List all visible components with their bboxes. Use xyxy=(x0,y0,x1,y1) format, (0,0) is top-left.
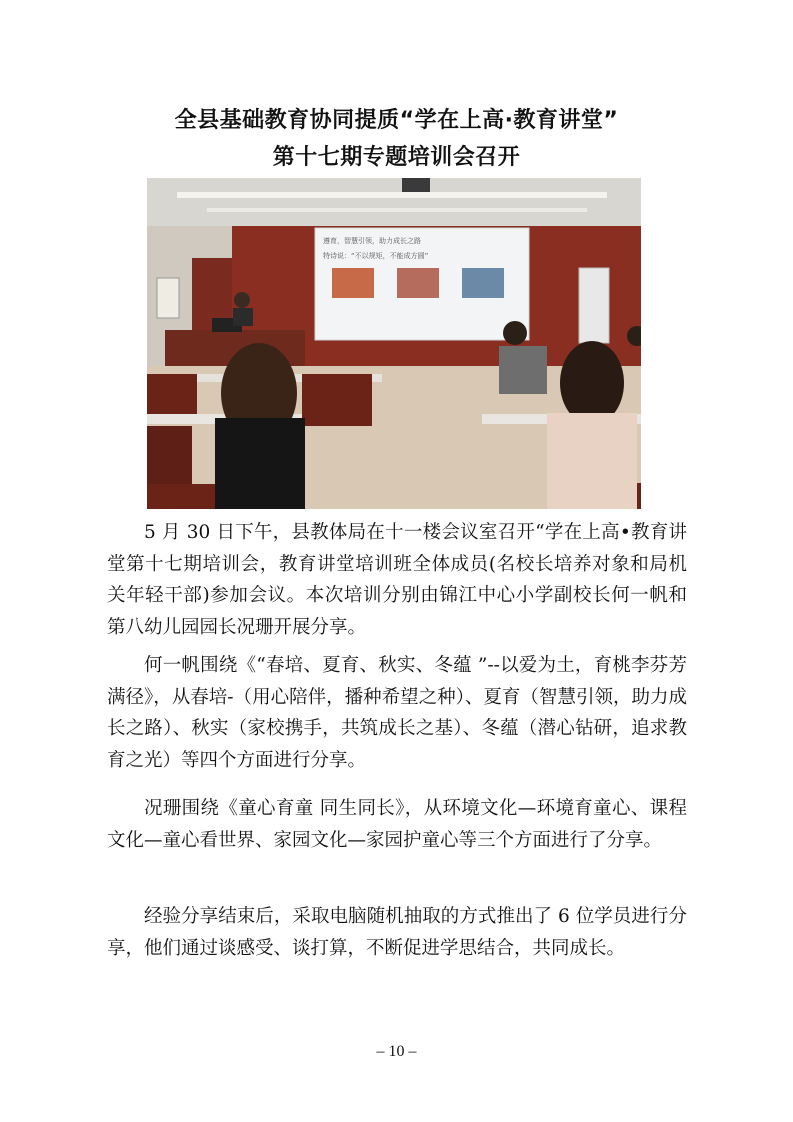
paragraph-2: 何一帆围绕《“春培、夏育、秋实、冬蕴 ”--以爱为土，育桃李芬芳满径》，从春培-（用心陪伴，播种希望之种）、夏育（智慧引领，助力成长之路）、秋实（家校携手，共筑成长之基）、冬蕴（潜心钻研，追求教育之光）等四个方面进行分享。 xyxy=(107,655,687,771)
paragraph-3: 况珊围绕《童心育童 同生同长》，从环境文化—环境育童心、课程文化—童心看世界、家园文化—家园护童心等三个方面进行了分享。 xyxy=(107,798,687,851)
paragraph-4: 经验分享结束后，采取电脑随机抽取的方式推出了 6 位学员进行分享，他们通过谈感受、谈打算，不断促进学思结合，共同成长。 xyxy=(107,906,687,959)
page-number: – 10 – xyxy=(376,1043,417,1060)
slide-text-line-1: 遵育，智慧引领，助力成长之路 xyxy=(323,237,421,245)
paragraph-1: 5 月 30 日下午，县教体局在十一楼会议室召开“学在上高•教育讲堂第十七期培训会，教育讲堂培训班全体成员(名校长培养对象和局机关年轻干部)参加会议。本次培训分别由锦江中心小学副校长何一帆和第八幼儿园园长况珊开展分享。 xyxy=(107,522,687,638)
article-title-line-1: 全县基础教育协同提质“学在上高·教育讲堂” xyxy=(174,108,619,133)
meeting-photo xyxy=(147,178,641,509)
article-title-line-2: 第十七期专题培训会召开 xyxy=(272,145,521,170)
slide-text-line-2: 特诗说：“不以规矩，不能成方圆” xyxy=(323,252,429,260)
